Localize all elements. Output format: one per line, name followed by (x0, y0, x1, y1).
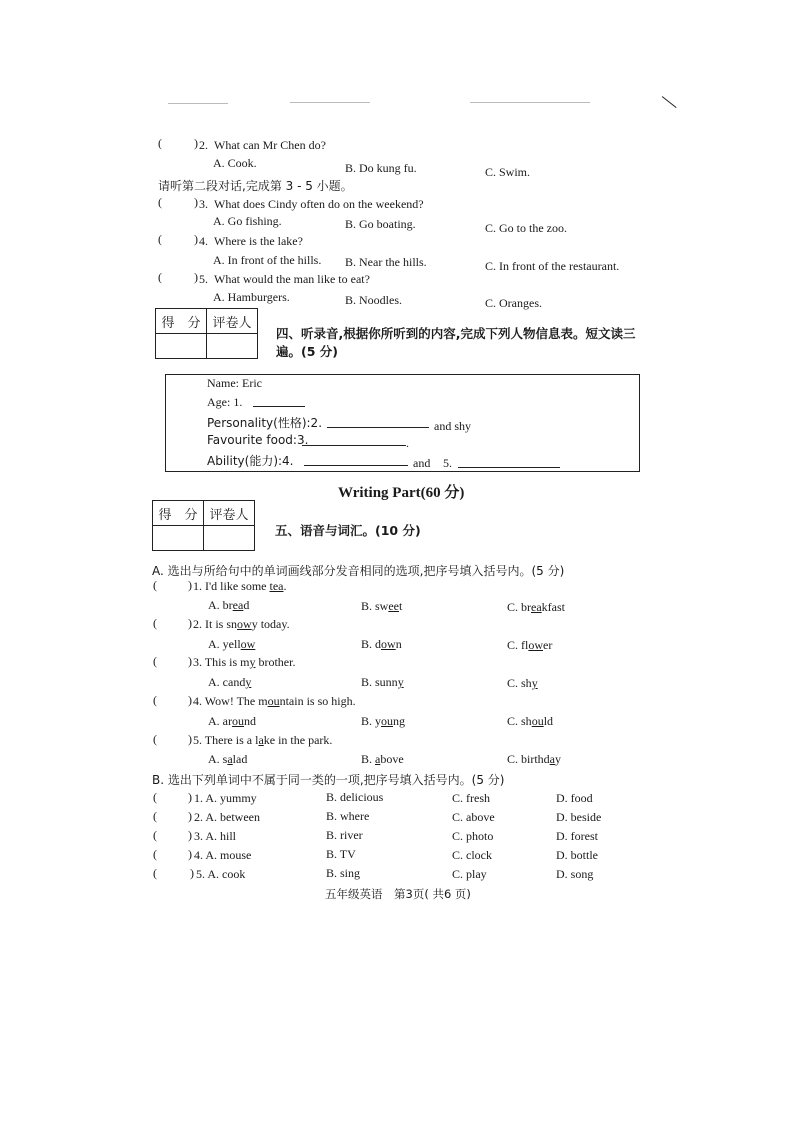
option-c: C. breakfast (507, 600, 565, 614)
info-and-shy: and shy (434, 419, 471, 433)
answer-paren-close: ) (188, 616, 192, 630)
option-c: C. flower (507, 638, 553, 652)
option-b: B. TV (326, 847, 356, 861)
ability-blank-5[interactable] (458, 457, 560, 468)
answer-paren-close: ) (194, 232, 198, 246)
grader-header: 评卷人 (204, 501, 255, 526)
answer-paren-close: ) (194, 136, 198, 150)
option-d: D. food (556, 791, 593, 805)
food-period: . (406, 436, 409, 450)
option-a: 3. A. hill (194, 829, 237, 843)
answer-paren-close: ) (188, 847, 192, 861)
answer-paren-close: ) (194, 270, 198, 284)
option-c: C. shy (507, 676, 538, 690)
answer-paren-open: ( (153, 828, 157, 842)
option-c: C. birthday (507, 752, 561, 766)
question-stem: 1. I'd like some tea. (193, 579, 287, 593)
score-box (152, 500, 255, 551)
writing-part-title: Writing Part(60 分) (338, 485, 465, 501)
option-b: B. Near the hills. (345, 255, 427, 269)
corner-mark (662, 96, 677, 108)
question-stem: What can Mr Chen do? (214, 138, 326, 152)
option-b: B. sunny (361, 675, 404, 689)
answer-paren-open: ( (158, 232, 162, 246)
option-b: B. above (361, 752, 404, 766)
personality-blank[interactable] (327, 417, 429, 428)
answer-paren-close: ) (194, 195, 198, 209)
answer-paren-open: ( (158, 136, 162, 150)
option-a: 4. A. mouse (194, 848, 252, 862)
option-c: C. clock (452, 848, 492, 862)
option-c: C. Swim. (485, 165, 531, 179)
page-footer: 五年级英语 第3页( 共6 页) (325, 887, 471, 901)
question-number: 3. (199, 197, 208, 211)
answer-paren-open: ( (153, 693, 157, 707)
answer-paren-open: ( (153, 578, 157, 592)
score-header: 得 分 (156, 309, 207, 334)
scan-speck (470, 102, 590, 103)
option-d: D. forest (556, 829, 598, 843)
option-c: C. photo (452, 829, 494, 843)
grader-cell[interactable] (207, 334, 258, 359)
option-a: 2. A. between (194, 810, 260, 824)
age-blank[interactable] (253, 396, 305, 407)
answer-paren-open: ( (153, 847, 157, 861)
option-b: B. Noodles. (345, 293, 402, 307)
question-stem: 2. It is snowy today. (193, 617, 290, 631)
scan-speck (290, 102, 370, 103)
score-cell[interactable] (153, 526, 204, 551)
option-a: A. Cook. (213, 156, 257, 170)
food-blank[interactable] (302, 435, 406, 446)
question-stem: What does Cindy often do on the weekend? (214, 197, 424, 211)
question-stem: What would the man like to eat? (214, 272, 370, 286)
ability-blank-4[interactable] (304, 455, 408, 466)
scan-speck (168, 103, 228, 104)
info-five: 5. (443, 456, 452, 470)
section5-partB-instruction: B. 选出下列单词中不属于同一类的一项,把序号填入括号内。(5 分) (152, 773, 505, 787)
option-c: C. play (452, 867, 487, 881)
option-c: C. Go to the zoo. (485, 221, 567, 235)
question-number: 4. (199, 234, 208, 248)
option-d: D. song (556, 867, 594, 881)
option-b: B. river (326, 828, 363, 842)
answer-paren-open: ( (153, 732, 157, 746)
option-c: C. fresh (452, 791, 490, 805)
answer-paren-close: ) (188, 693, 192, 707)
option-d: D. beside (556, 810, 602, 824)
question-number: 5. (199, 272, 208, 286)
info-food-label: Favourite food:3. (207, 433, 309, 447)
answer-paren-open: ( (153, 866, 157, 880)
section5-partA-instruction: A. 选出与所给句中的单词画线部分发音相同的选项,把序号填入括号内。(5 分) (152, 564, 565, 578)
question-number: 2. (199, 138, 208, 152)
option-c: C. should (507, 714, 554, 728)
grader-header: 评卷人 (207, 309, 258, 334)
score-box (155, 308, 258, 359)
option-b: B. down (361, 637, 402, 651)
answer-paren-open: ( (153, 616, 157, 630)
question-stem: 4. Wow! The mountain is so high. (193, 694, 356, 708)
answer-paren-close: ) (188, 809, 192, 823)
instruction-dialog2: 请听第二段对话,完成第 3 - 5 小题。 (158, 179, 353, 193)
answer-paren-close: ) (188, 654, 192, 668)
option-a: A. Hamburgers. (213, 290, 290, 304)
answer-paren-open: ( (153, 790, 157, 804)
info-age-label: Age: 1. (207, 395, 243, 409)
option-b: B. sweet (361, 599, 403, 613)
section4-instruction: 四、听录音,根据你所听到的内容,完成下列人物信息表。短文读三 (276, 326, 636, 341)
grader-cell[interactable] (204, 526, 255, 551)
option-a: A. salad (208, 752, 248, 766)
answer-paren-open: ( (153, 809, 157, 823)
option-b: B. Go boating. (345, 217, 416, 231)
answer-paren-close: ) (190, 866, 194, 880)
score-header: 得 分 (153, 501, 204, 526)
option-d: D. bottle (556, 848, 598, 862)
answer-paren-open: ( (158, 270, 162, 284)
option-a: A. bread (208, 598, 250, 612)
option-b: B. delicious (326, 790, 384, 804)
option-b: B. young (361, 714, 406, 728)
info-personality-label: Personality(性格):2. (207, 416, 323, 430)
section4-instruction-cont: 遍。(5 分) (276, 344, 338, 359)
option-b: B. where (326, 809, 370, 823)
option-c: C. Oranges. (485, 296, 542, 310)
option-c: C. above (452, 810, 495, 824)
info-and: and (413, 456, 431, 470)
info-name: Name: Eric (207, 376, 262, 390)
answer-paren-close: ) (188, 732, 192, 746)
question-stem: Where is the lake? (214, 234, 303, 248)
option-a: A. In front of the hills. (213, 253, 322, 267)
option-a: A. around (208, 714, 256, 728)
answer-paren-close: ) (188, 790, 192, 804)
option-b: B. Do kung fu. (345, 161, 417, 175)
answer-paren-close: ) (188, 828, 192, 842)
option-a: A. candy (208, 675, 252, 689)
answer-paren-close: ) (188, 578, 192, 592)
section5-heading: 五、语音与词汇。(10 分) (275, 523, 421, 538)
answer-paren-open: ( (158, 195, 162, 209)
option-a: A. Go fishing. (213, 214, 282, 228)
question-stem: 3. This is my brother. (193, 655, 296, 669)
question-stem: 5. There is a lake in the park. (193, 733, 333, 747)
answer-paren-open: ( (153, 654, 157, 668)
option-c: C. In front of the restaurant. (485, 259, 620, 273)
info-ability-label: Ability(能力):4. (207, 454, 294, 468)
option-a: 5. A. cook (196, 867, 246, 881)
option-b: B. sing (326, 866, 361, 880)
option-a: 1. A. yummy (194, 791, 257, 805)
option-a: A. yellow (208, 637, 256, 651)
score-cell[interactable] (156, 334, 207, 359)
